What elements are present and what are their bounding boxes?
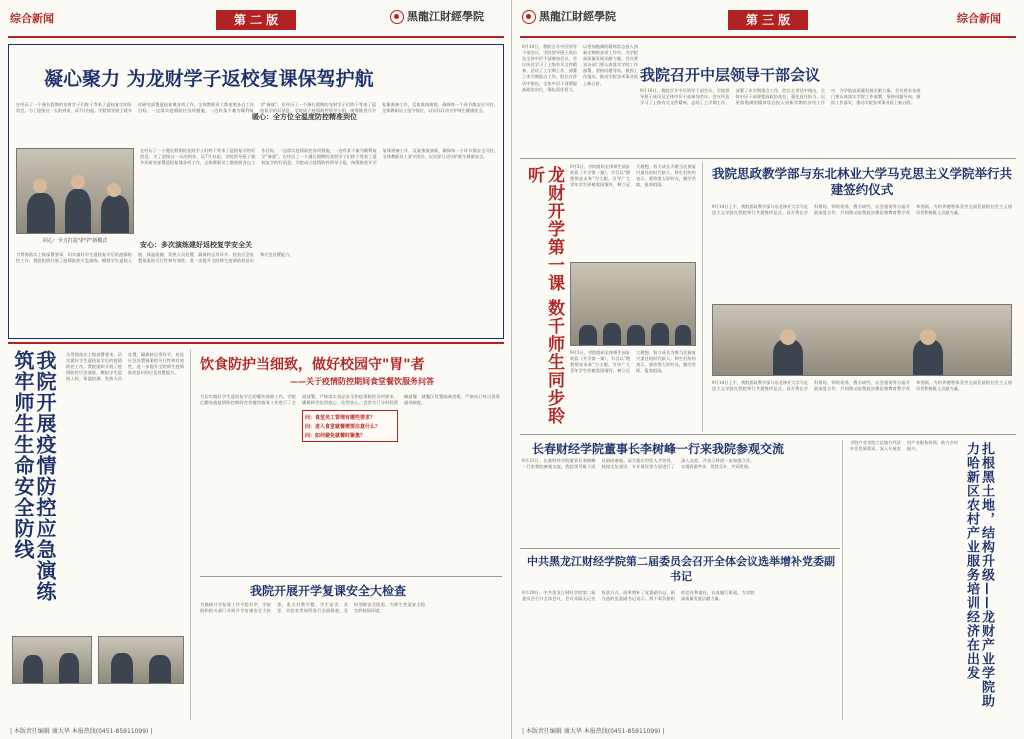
masthead [390,8,484,24]
lead-subhead-1: 安心：多次演练建好返校复学安全关 [140,241,252,249]
canteen-title: 饮食防护当细致，做好校园守"胃"者 [200,357,425,373]
meeting-body-left: 9月10日，我院召开中层领导干部会议，学院领导班子成员及全体中层干部参加会议。会议传达学习了上级有关文件精神，总结了上学期工作，部署了本学期重点工作。院长在讲话中指出，全体中层干部要提高政治站位，强化责任担当，以更加饱满的精神状态投入到新学期的各项工作中，为学院高质量发展贡献力量。会议要求各部门要认真落实学院工作部署，坚持问题导向，狠抓工作落实，推动学院各项事业再上新台阶。 [522,44,638,92]
lead-body-cont: 在经历了一个漫长假期的龙财学子们终于等来了返校复学的好消息。为了迎接这一天的到来，从7月份起，学院领导班子就多次研究部署返校复课各项工作，全体教职员工都按照各自工作目标，一边落实疫情防控各项措施，一边有条不紊为顺利复学"备战"。在经历了一个漫长假期的龙财学子们终于等来了返校复学的好消息，学院成立疫情防控领导小组，统筹推进开学复课准备工作，反复推演演练，确保每一个环节都安全可控。全体教职员工坚守岗位，以实际行动守护师生健康安全。 [140,148,498,166]
election-title: 中共黑龙江财经学院第二届委员会召开全体会议选举增补党委副书记 [527,555,835,583]
changchun-title: 长春财经学院董事长李树峰一行来我院参观交流 [532,442,785,456]
epidemic-body: 为贯彻落实上级部署要求，切实做好学生返校复学后的疫情防控工作，我院组织开展了疫情防控应急演练，模拟学生返校入校、体温检测、发热人员处置、隔离转运等环节，检验应急处置预案的可行性和有效性，进一步提升全院师生疫情防控意识和应急处置能力。 [66,352,184,382]
column-divider [190,350,191,720]
qa-question-1: 问：食堂员工管理有哪些要求？ [305,415,376,421]
changchun-body: 9月23日，长春财经学院董事长李树峰一行来我院参观交流，我院领导班子成员陪同参观。双方就应用型人才培养、校园文化建设、专业建设等方面进行了深入交流，并表示将进一步加强合作，实现资源共享、优势互补、共同发展。 [522,458,755,470]
page-footer: | 本版责任编辑 谢大华 本报热线(0451-85911099) | [10,728,153,735]
college-logo-icon [390,10,404,24]
election-body: 9月29日，中共黑龙江财经学院第二届委员会召开全体会议，会议采取无记名投票方式，选举增补了党委副书记。新当选的党委副书记表示，将不辜负组织的信任和重托，认真履行职责，为学院高质量发展贡献力量。 [522,590,755,602]
college-logo-icon [522,10,536,24]
lead-body: 在经历了一个漫长假期的龙财学子们终于等来了返校复学的好消息。为了迎接这一天的到来，从7月份起，学院领导班子就多次研究部署返校复课各项工作，全体教职员工都按照各自工作目标，一边落实疫情防控各项措施，一边有条不紊为顺利复学"备战"。在经历了一个漫长假期的龙财学子们终于等来了返校复学的好消息，学院成立疫情防控领导小组，统筹推进开学复课准备工作，反复推演演练，确保每一个环节都安全可控。全体教职员工坚守岗位，以实际行动守护师生健康安全。 [16,102,498,114]
column-divider [702,162,703,432]
side-vertical-headline: 扎根黑土地，结构升级——龙财产业学院助力哈新区农村产业服务培训经济在出发 [964,442,994,708]
drill-photo-1 [12,636,92,684]
side-body: 学院产业学院立足地方经济社会发展需求，深入开展农村产业服务培训，助力乡村振兴。 [850,440,958,452]
ideology-body-cont: 9月14日上午，我院思政教学部与东北林业大学马克思主义学院在我院举行共建签约仪式。双方将在学科建设、师资培养、教学研究、社会服务等方面开展深度合作，共同推动思想政治理论课教育教学改革创新，为培养德智体美劳全面发展的社会主义建设者和接班人贡献力量。 [712,380,1012,392]
page-number: 第 三 版 [728,10,808,30]
lead-caption: 同心：全力打造"护学"新模式 [42,238,108,244]
masthead-text: 黑龍江財經學院 [539,10,616,23]
lead-title: 凝心聚力 为龙财学子返校复课保驾护航 [44,68,374,90]
ideology-title: 我院思政教学部与东北林业大学马克思主义学院举行共建签约仪式 [712,166,1013,197]
canteen-subtitle: ——关于疫情防控期间食堂餐饮服务问答 [290,377,434,386]
vertical-headline: 我院开展疫情防控应急演练 筑牢师生生命安全防线 [11,350,57,602]
page-footer: | 本版责任编辑 谢大华 本报热线(0451-85911099) | [522,728,665,735]
section-label: 综合新闻 [957,12,1001,25]
qa-question-3: 问：如何避免就餐时聚集？ [305,433,366,439]
header-rule [520,36,1016,38]
safety-body: 为确保开学复课工作平稳有序，学院组织相关部门开展开学复课安全大检查，重点对教学楼、学生宿舍、食堂、实验室等场所进行全面排查，及时消除安全隐患，为师生营造安全稳定的校园环境。 [200,602,502,718]
section-divider [8,342,504,344]
drill-photo-2 [98,636,184,684]
lead-subhead-2: 暖心：全方位全温度防控精准到位 [252,113,357,121]
section-label: 综合新闻 [10,12,54,25]
page-number: 第 二 版 [216,10,296,30]
ideology-body: 9月14日上午，我院思政教学部与东北林业大学马克思主义学院在我院举行共建签约仪式。双方将在学科建设、师资培养、教学研究、社会服务等方面开展深度合作，共同推动思想政治理论课教育教学改革创新，为培养德智体美劳全面发展的社会主义建设者和接班人贡献力量。 [712,204,1012,216]
signing-photo [712,304,1012,376]
safety-title: 我院开展开学复课安全大检查 [250,584,407,598]
first-lesson-vertical: 龙财开学第一课 数千师生同步聆听 [524,166,564,425]
header-rule [8,36,504,38]
page-three [512,0,1024,739]
masthead-text: 黑龍江財經學院 [407,10,484,23]
meeting-title: 我院召开中层领导干部会议 [640,66,821,84]
qa-question-2: 问：进入食堂就餐需要注意什么？ [305,424,381,430]
section-divider [200,576,502,577]
section-divider [520,434,1016,435]
page-header [0,0,512,40]
lead-body-lower: 为贯彻落实上级部署要求，切实做好学生返校复学后的疫情防控工作，我院组织开展了疫情防控应急演练，模拟学生返校入校、体温检测、发热人员处置、隔离转运等环节，检验应急处置预案的可行性和有效性，进一步提升全院师生疫情防控意识和应急处置能力。 [16,252,294,264]
masthead [522,8,616,24]
lead-photo [16,148,134,234]
canteen-body: 为切实做好学生返校复学后的餐饮保障工作，学院后勤处就疫情防控期间食堂餐饮服务工作进行了全面部署，严格落实食品安全和疫情防控各项要求，确保师生吃得放心、吃得安心。食堂实行分时段错峰就餐，就餐区设置隔离挡板，严格执行每日消毒通风制度。 [200,394,500,406]
page-header [512,0,1024,40]
meeting-body: 9月10日，我院召开中层领导干部会议，学院领导班子成员及全体中层干部参加会议。会议传达学习了上级有关文件精神，总结了上学期工作，部署了本学期重点工作。院长在讲话中指出，全体中层干部要提高政治站位，强化责任担当，以更加饱满的精神状态投入到新学期的各项工作中，为学院高质量发展贡献力量。会议要求各部门要认真落实学院工作部署，坚持问题导向，狠抓工作落实，推动学院各项事业再上新台阶。 [640,88,921,106]
column-divider [842,440,843,720]
section-divider [520,548,840,549]
first-lesson-photo [570,262,696,346]
section-divider [520,158,1016,159]
first-lesson-body-cont: 9月5日，学院组织全体师生同步收看《开学第一课》，节目以"理想照亮未来"为主题，引导广大青年学生厚植爱国情怀，树立远大理想，努力成长为堪当民族复兴重任的时代新人。师生们纷纷表示，要珍惜大好时光，勤学苦练，报效祖国。 [570,350,696,374]
first-lesson-body: 9月5日，学院组织全体师生同步收看《开学第一课》，节目以"理想照亮未来"为主题，引导广大青年学生厚植爱国情怀，树立远大理想，努力成长为堪当民族复兴重任的时代新人。师生们纷纷表示，要珍惜大好时光，勤学苦练，报效祖国。 [570,164,696,188]
